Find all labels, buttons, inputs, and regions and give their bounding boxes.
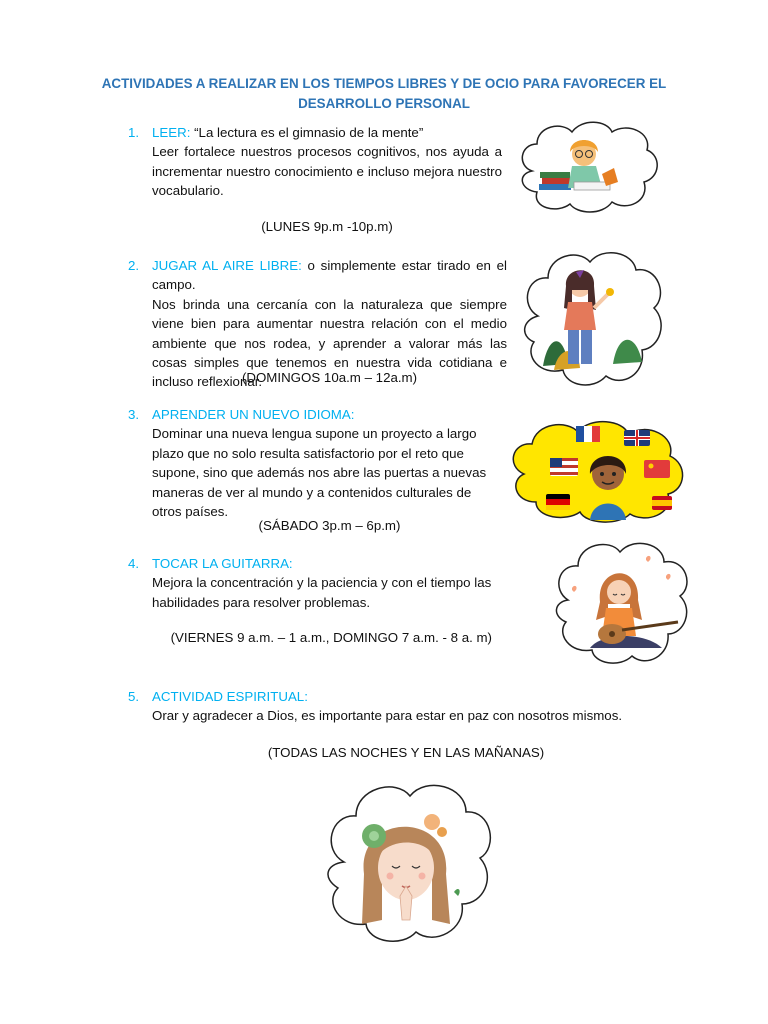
item-heading: TOCAR LA GUITARRA: [152,556,293,571]
girl-guitar-illustration [550,536,692,668]
reading-girl-illustration [512,116,662,216]
item-number: 5. [128,689,140,704]
item-schedule: (LUNES 9p.m -10p.m) [261,219,393,234]
list-item-spiritual [152,687,632,726]
item-schedule: (SÁBADO 3p.m – 6p.m) [258,518,401,533]
item-body: Leer fortalece nuestros procesos cognitivos, nos ayuda a incrementar nuestro conocimiento e incluso mejora nuestro vocabulario. [152,144,502,199]
document-title [100,74,668,114]
list-item-guitar [152,554,492,612]
item-schedule: (DOMINGOS 10a.m – 12a.m) [241,370,418,385]
praying-girl-illustration [320,774,496,950]
item-schedule: (VIERNES 9 a.m. – 1 a.m., DOMINGO 7 a.m. - 8 a. m) [170,630,492,645]
item-inline-text: o simplemente estar tirado en el campo. [152,258,507,293]
item-body: Dominar una nueva lengua supone un proyecto a largo plazo que no solo resulta satisfactorio por el reto que supone, sino que además nos abre las puertas a nuevas maneras de ver al mundo y a contenidos culturales de otros países. [152,426,487,520]
item-body: Nos brinda una cercanía con la naturaleza que siempre viene bien para aumentar nuestra relación con el medio ambiente que nos rodea, y aprender a valorar más las cosas simples que tenemos en nuestra vida cotidiana e incluso reflexionar. [152,296,507,390]
list-item-language [152,405,492,521]
item-number: 2. [128,258,140,273]
item-heading: ACTIVIDAD ESPIRITUAL: [152,689,308,704]
list-item-reading [152,123,502,201]
item-heading: APRENDER UN NUEVO IDIOMA: [152,407,355,422]
item-heading: LEER: [152,125,191,140]
language-flags-illustration [506,416,686,526]
item-number: 1. [128,125,140,140]
title-line-2: DESARROLLO PERSONAL [298,96,470,111]
item-body: Orar y agradecer a Dios, es importante para estar en paz con nosotros mismos. [152,708,623,724]
item-number: 3. [128,407,140,422]
item-quote: “La lectura es el gimnasio de la mente” [190,125,424,140]
item-body: Mejora la concentración y la paciencia y con el tiempo las habilidades para resolver problemas. [152,575,492,610]
item-heading: JUGAR AL AIRE LIBRE: [152,258,302,273]
title-line-1: ACTIVIDADES A REALIZAR EN LOS TIEMPOS LIBRES Y DE OCIO PARA FAVORECER EL [101,76,667,91]
girl-outdoors-plants-illustration [518,246,668,391]
item-schedule: (TODAS LAS NOCHES Y EN LAS MAÑANAS) [267,745,545,760]
item-number: 4. [128,556,140,571]
